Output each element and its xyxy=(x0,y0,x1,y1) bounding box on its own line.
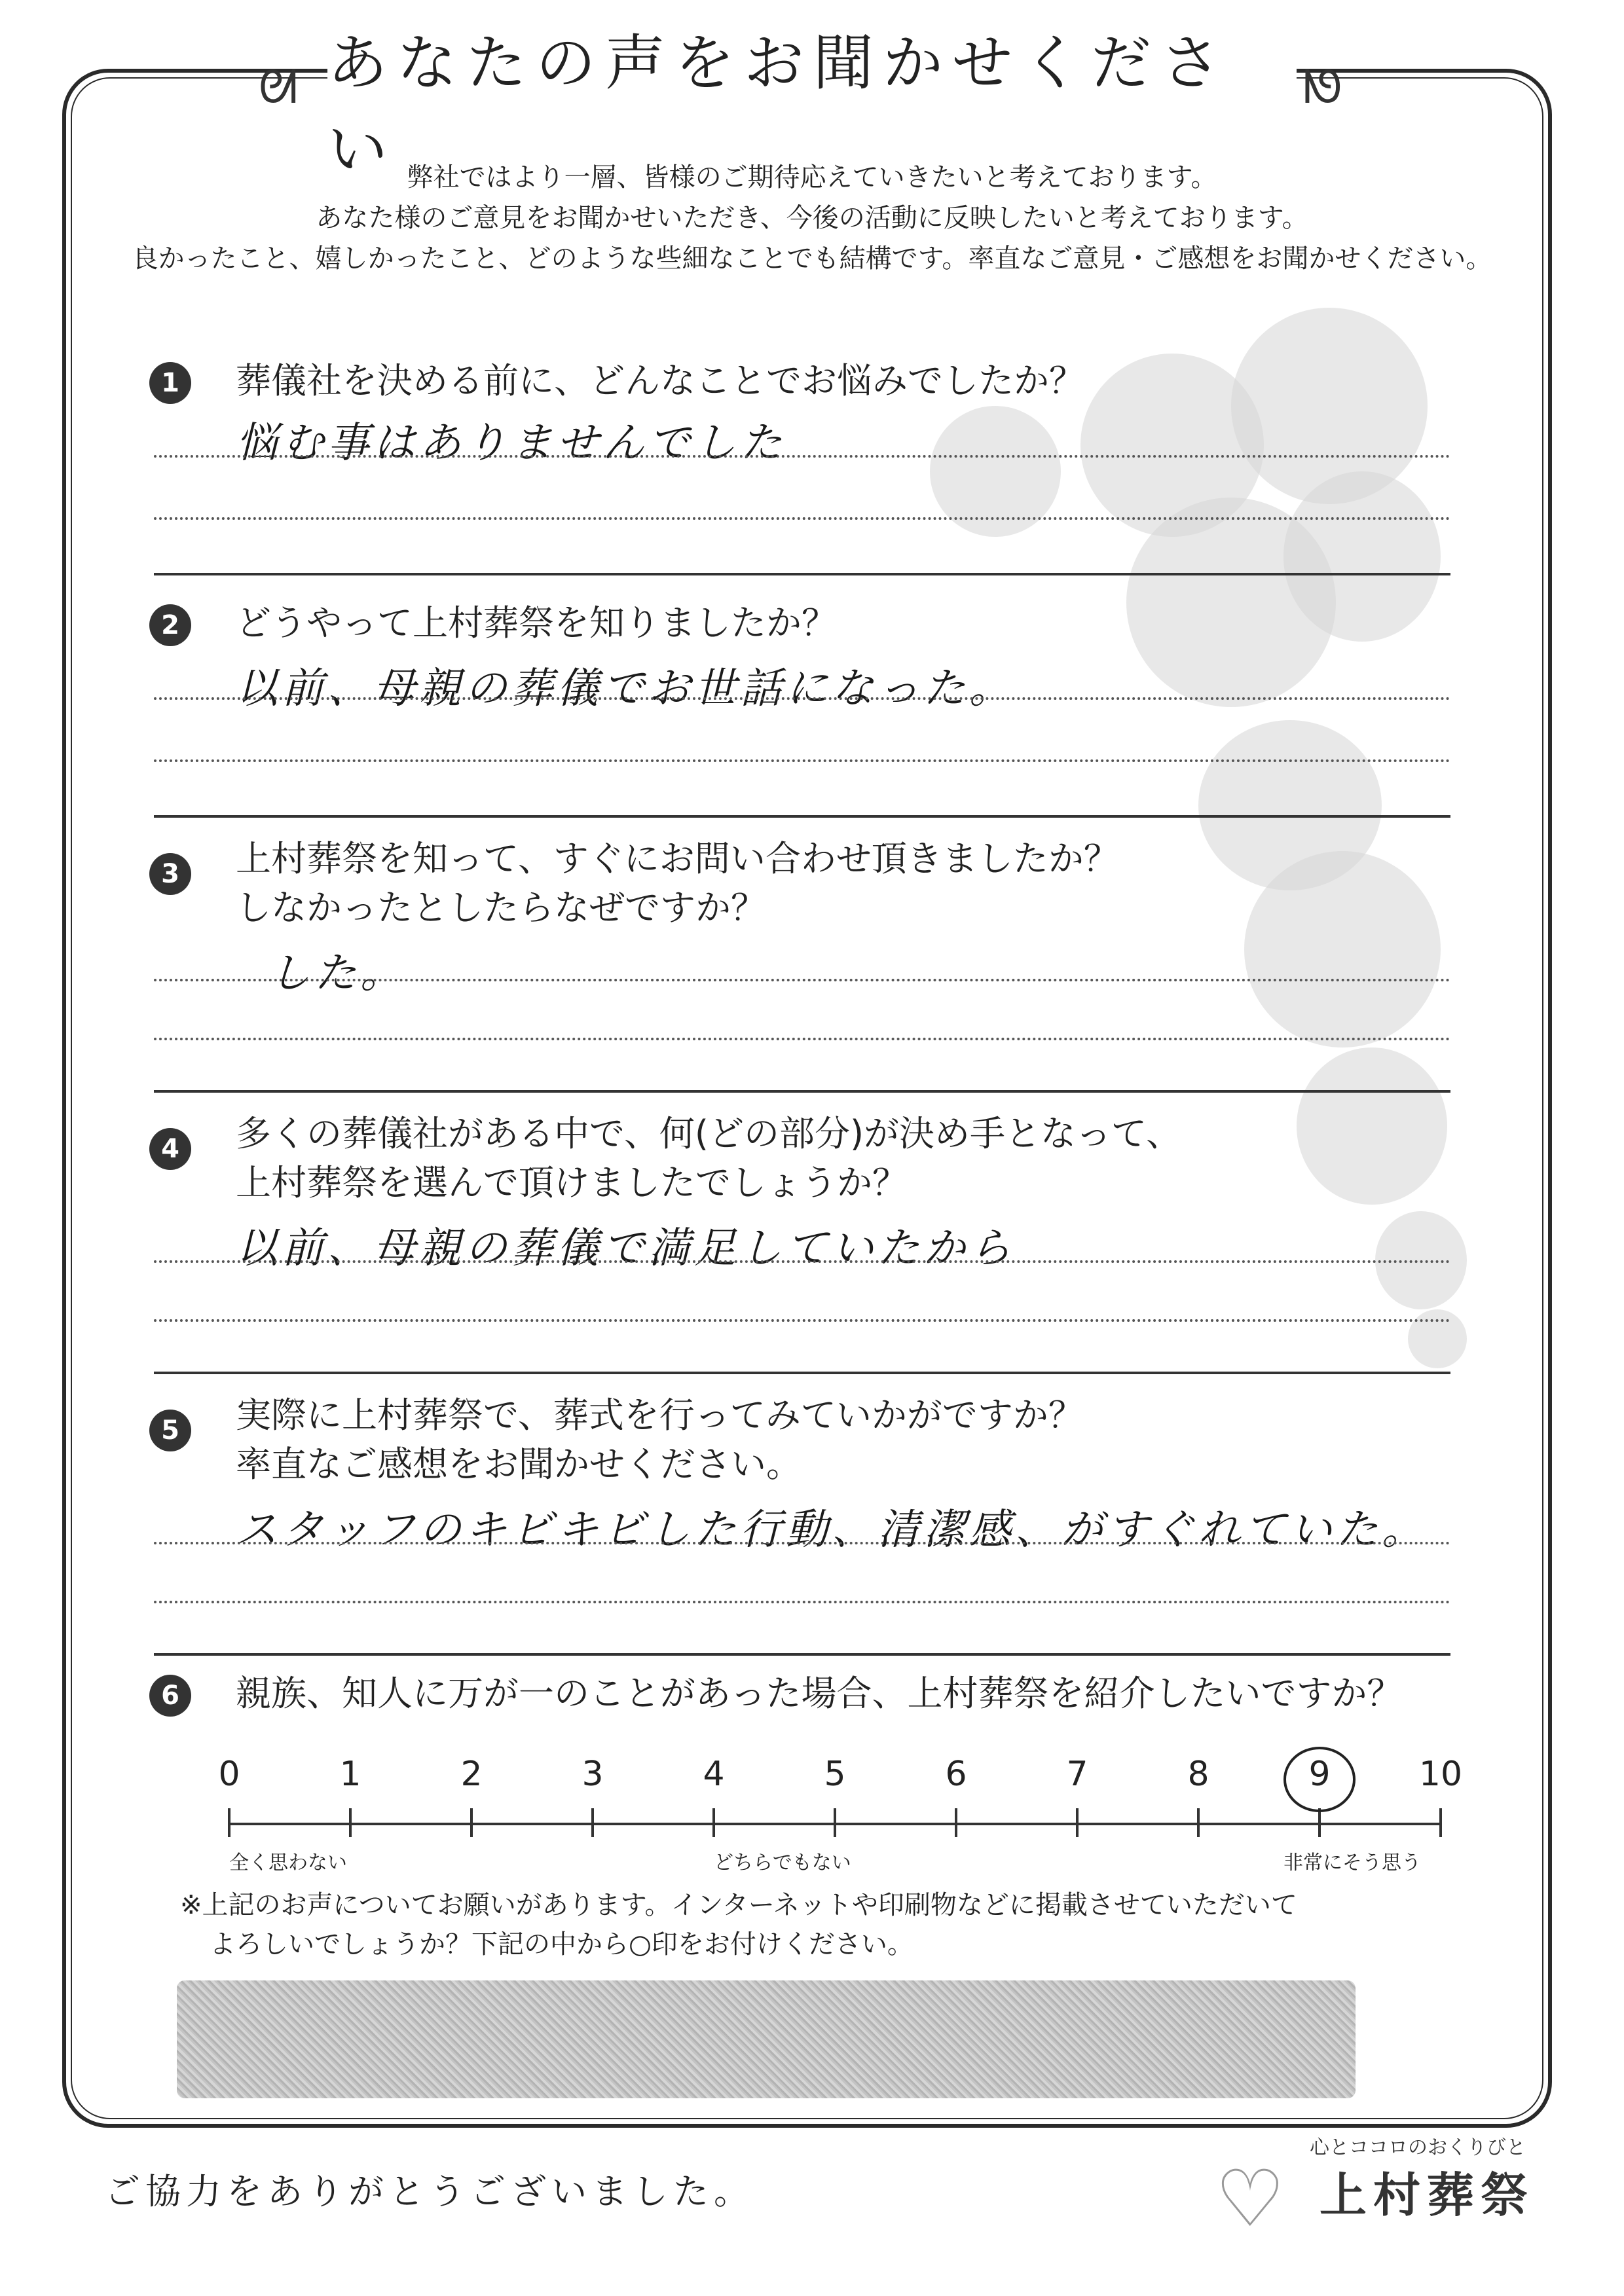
intro-line: あなた様のご意見をお聞かせいただき、今後の活動に反映したいと考えております。 xyxy=(316,203,1308,233)
scale-tick xyxy=(1197,1808,1200,1837)
answer-line xyxy=(154,1319,1450,1322)
swirl-right-icon: ᘚ xyxy=(1303,60,1342,114)
scale-tick xyxy=(1318,1808,1321,1837)
logo-tagline: 心とココロのおくりびと xyxy=(1310,2136,1526,2159)
note-line: よろしいでしょうか？下記の中から○印をお付けください。 xyxy=(210,1929,913,1959)
answer-text[interactable]: 以前、母親の葬儀で満足していたから xyxy=(236,1224,1015,1273)
question-text: しなかったとしたらなぜですか？ xyxy=(236,887,766,928)
scale-label-high: 非常にそう思う xyxy=(1283,1851,1421,1874)
answer-text[interactable]: スタッフのキビキビした行動、清潔感、がすぐれていた。 xyxy=(236,1506,1428,1554)
scale-number-8[interactable]: 8 xyxy=(1187,1755,1209,1794)
answer-line xyxy=(154,979,1450,981)
scale-number-10[interactable]: 10 xyxy=(1418,1755,1463,1794)
rating-scale xyxy=(218,1755,1463,1874)
section-divider xyxy=(154,1090,1450,1093)
scale-label-mid: どちらでもない xyxy=(714,1851,851,1874)
section-divider xyxy=(154,1372,1450,1374)
scale-number-5[interactable]: 5 xyxy=(824,1755,846,1794)
section-divider xyxy=(154,815,1450,818)
question-text: 葬儀社を決める前に、どんなことでお悩みでしたか？ xyxy=(236,360,1084,401)
heart-logo-icon: ♡ xyxy=(1215,2154,1285,2245)
scale-number-0[interactable]: 0 xyxy=(218,1755,240,1794)
scale-number-6[interactable]: 6 xyxy=(945,1755,967,1794)
question-text: どうやって上村葬祭を知りましたか？ xyxy=(236,602,837,644)
scale-tick xyxy=(349,1808,352,1837)
intro-text xyxy=(92,157,1532,279)
scale-tick xyxy=(591,1808,594,1837)
question-text: 多くの葬儀社がある中で、何(どの部分)が決め手となって、 xyxy=(236,1113,1181,1154)
question-text: 上村葬祭を知って、すぐにお問い合わせ頂きましたか？ xyxy=(236,838,1119,879)
scale-number-4[interactable]: 4 xyxy=(703,1755,725,1794)
publication-note xyxy=(180,1886,1297,1964)
swirl-left-icon: ᘛ xyxy=(259,60,298,114)
scale-tick xyxy=(228,1808,231,1837)
scale-number-9[interactable]: 9 xyxy=(1308,1755,1331,1794)
question-number-badge: 6 xyxy=(149,1675,191,1717)
page-title: あなたの声をお聞かせください xyxy=(327,28,1230,185)
question-number-badge: 2 xyxy=(149,604,191,646)
scale-tick xyxy=(712,1808,715,1837)
scale-tick xyxy=(1076,1808,1079,1837)
scale-tick xyxy=(470,1808,473,1837)
answer-line xyxy=(154,1260,1450,1263)
thanks-message: ご協力をありがとうございました。 xyxy=(105,2171,754,2212)
scale-tick xyxy=(955,1808,957,1837)
redacted-consent-options xyxy=(177,1980,1356,2098)
logo-name: 上村葬祭 xyxy=(1320,2167,1535,2223)
answer-text[interactable]: 悩む事はありませんでした xyxy=(236,419,786,467)
question-text: 率直なご感想をお聞かせください。 xyxy=(236,1444,802,1485)
question-number-badge: 3 xyxy=(149,853,191,895)
answer-line xyxy=(154,1601,1450,1603)
answer-line xyxy=(154,759,1450,762)
section-divider xyxy=(154,573,1450,575)
answer-line xyxy=(154,1542,1450,1544)
question-text: 親族、知人に万が一のことがあった場合、上村葬祭を紹介したいですか？ xyxy=(236,1673,1403,1714)
note-line: ※上記のお声についてお願いがあります。インターネットや印刷物などに掲載させていただいて xyxy=(180,1890,1297,1920)
question-text: 上村葬祭を選んで頂けましたでしょうか？ xyxy=(236,1162,908,1203)
scale-tick xyxy=(1439,1808,1442,1837)
question-number-badge: 5 xyxy=(149,1410,191,1451)
answer-text[interactable]: した。 xyxy=(268,949,406,998)
scale-tick xyxy=(834,1808,836,1837)
question-number-badge: 1 xyxy=(149,362,191,404)
answer-line xyxy=(154,455,1450,458)
selected-rating-circle xyxy=(1283,1747,1356,1812)
scale-number-7[interactable]: 7 xyxy=(1066,1755,1088,1794)
scale-number-1[interactable]: 1 xyxy=(339,1755,361,1794)
section-divider xyxy=(154,1653,1450,1656)
answer-text[interactable]: 以前、母親の葬儀でお世話になった。 xyxy=(236,665,1015,713)
scale-number-2[interactable]: 2 xyxy=(460,1755,483,1794)
answer-line xyxy=(154,1038,1450,1040)
scale-number-3[interactable]: 3 xyxy=(581,1755,604,1794)
scale-label-low: 全く思わない xyxy=(229,1851,347,1874)
question-number-badge: 4 xyxy=(149,1128,191,1170)
answer-line xyxy=(154,697,1450,700)
intro-line: 良かったこと、嬉しかったこと、どのような些細なことでも結構です。率直なご意見・ご感想をお聞かせください。 xyxy=(132,244,1492,274)
intro-line: 弊社ではより一層、皆様のご期待応えていきたいと考えております。 xyxy=(407,162,1217,192)
answer-line xyxy=(154,517,1450,520)
question-text: 実際に上村葬祭で、葬式を行ってみていかがですか？ xyxy=(236,1394,1084,1436)
